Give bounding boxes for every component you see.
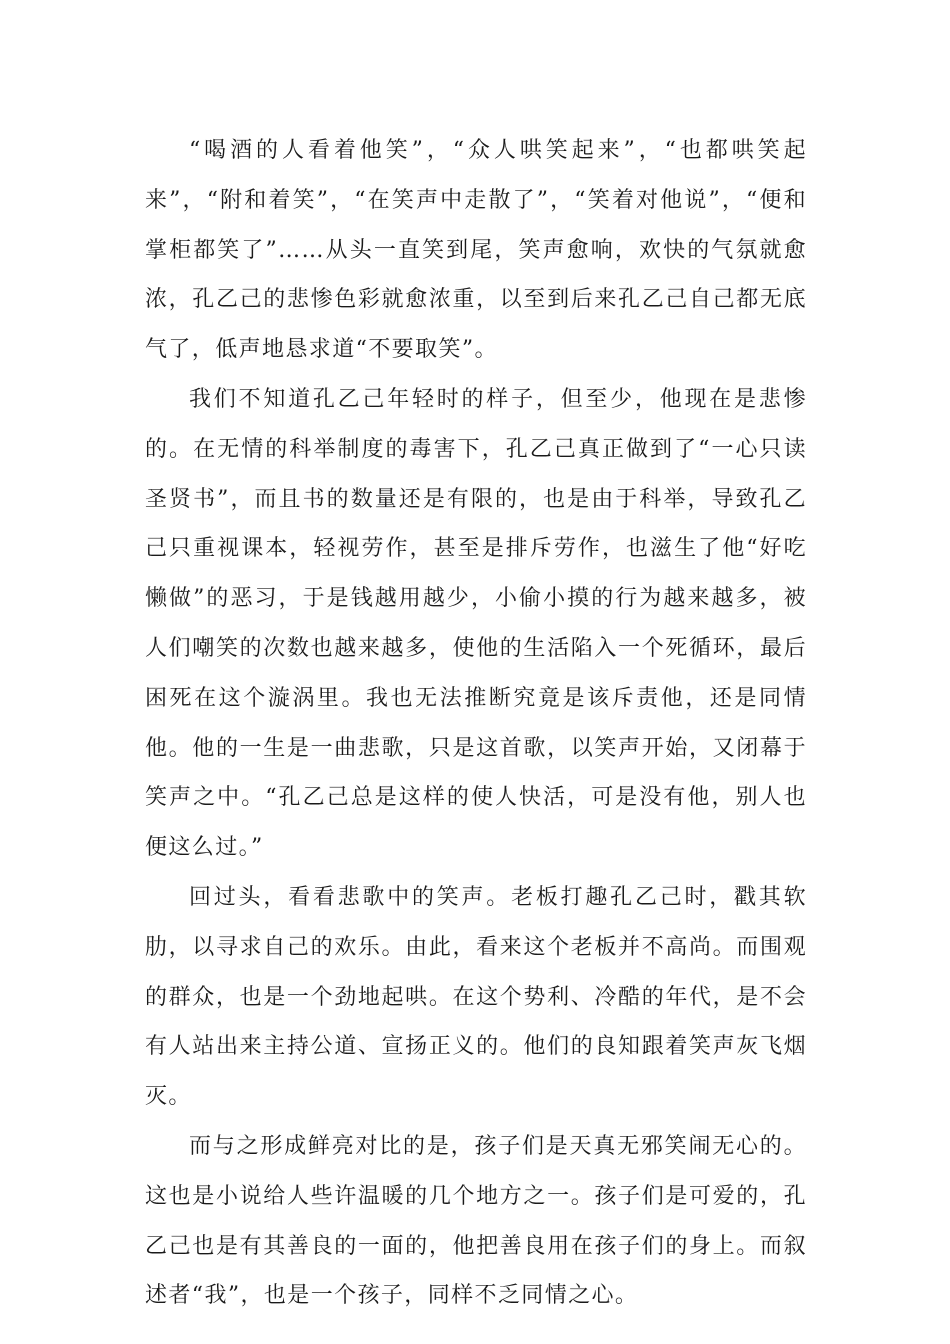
paragraph-4: 而与之形成鲜亮对比的是，孩子们是天真无邪笑闹无心的。这也是小说给人些许温暖的几个地方之一。孩子们是可爱的，孔乙己也是有其善良的一面的，他把善良用在孩子们的身上。而叙述者“我”，也是一个孩子，同样不乏同情之心。 bbox=[145, 1133, 807, 1309]
paragraph-3: 回过头，看看悲歌中的笑声。老板打趣孔乙己时，戳其软肋，以寻求自己的欢乐。由此，看来这个老板并不高尚。而围观的群众，也是一个劲地起哄。在这个势利、冷酷的年代，是不会有人站出来主持公道、宣扬正义的。他们的良知跟着笑声灰飞烟灭。 bbox=[145, 884, 807, 1110]
paragraph-2: 我们不知道孔乙己年轻时的样子，但至少，他现在是悲惨的。在无情的科举制度的毒害下，孔乙己真正做到了“一心只读圣贤书”，而且书的数量还是有限的，也是由于科举，导致孔乙己只重视课本，轻视劳作，甚至是排斥劳作，也滋生了他“好吃懒做”的恶习，于是钱越用越少，小偷小摸的行为越来越多，被人们嘲笑的次数也越来越多，使他的生活陷入一个死循环，最后困死在这个漩涡里。我也无法推断究竟是该斥责他，还是同情他。他的一生是一曲悲歌，只是这首歌，以笑声开始，又闭幕于笑声之中。“孔乙己总是这样的使人快活，可是没有他，别人也便这么过。” bbox=[145, 386, 807, 861]
paragraph-1: “喝酒的人看着他笑”，“众人哄笑起来”，“也都哄笑起来”，“附和着笑”，“在笑声中走散了”，“笑着对他说”，“便和掌柜都笑了”……从头一直笑到尾，笑声愈响，欢快的气氛就愈浓，孔乙己的悲惨色彩就愈浓重，以至到后来孔乙己自己都无底气了，低声地恳求道“不要取笑”。 bbox=[145, 138, 807, 363]
document-body bbox=[145, 126, 807, 1321]
